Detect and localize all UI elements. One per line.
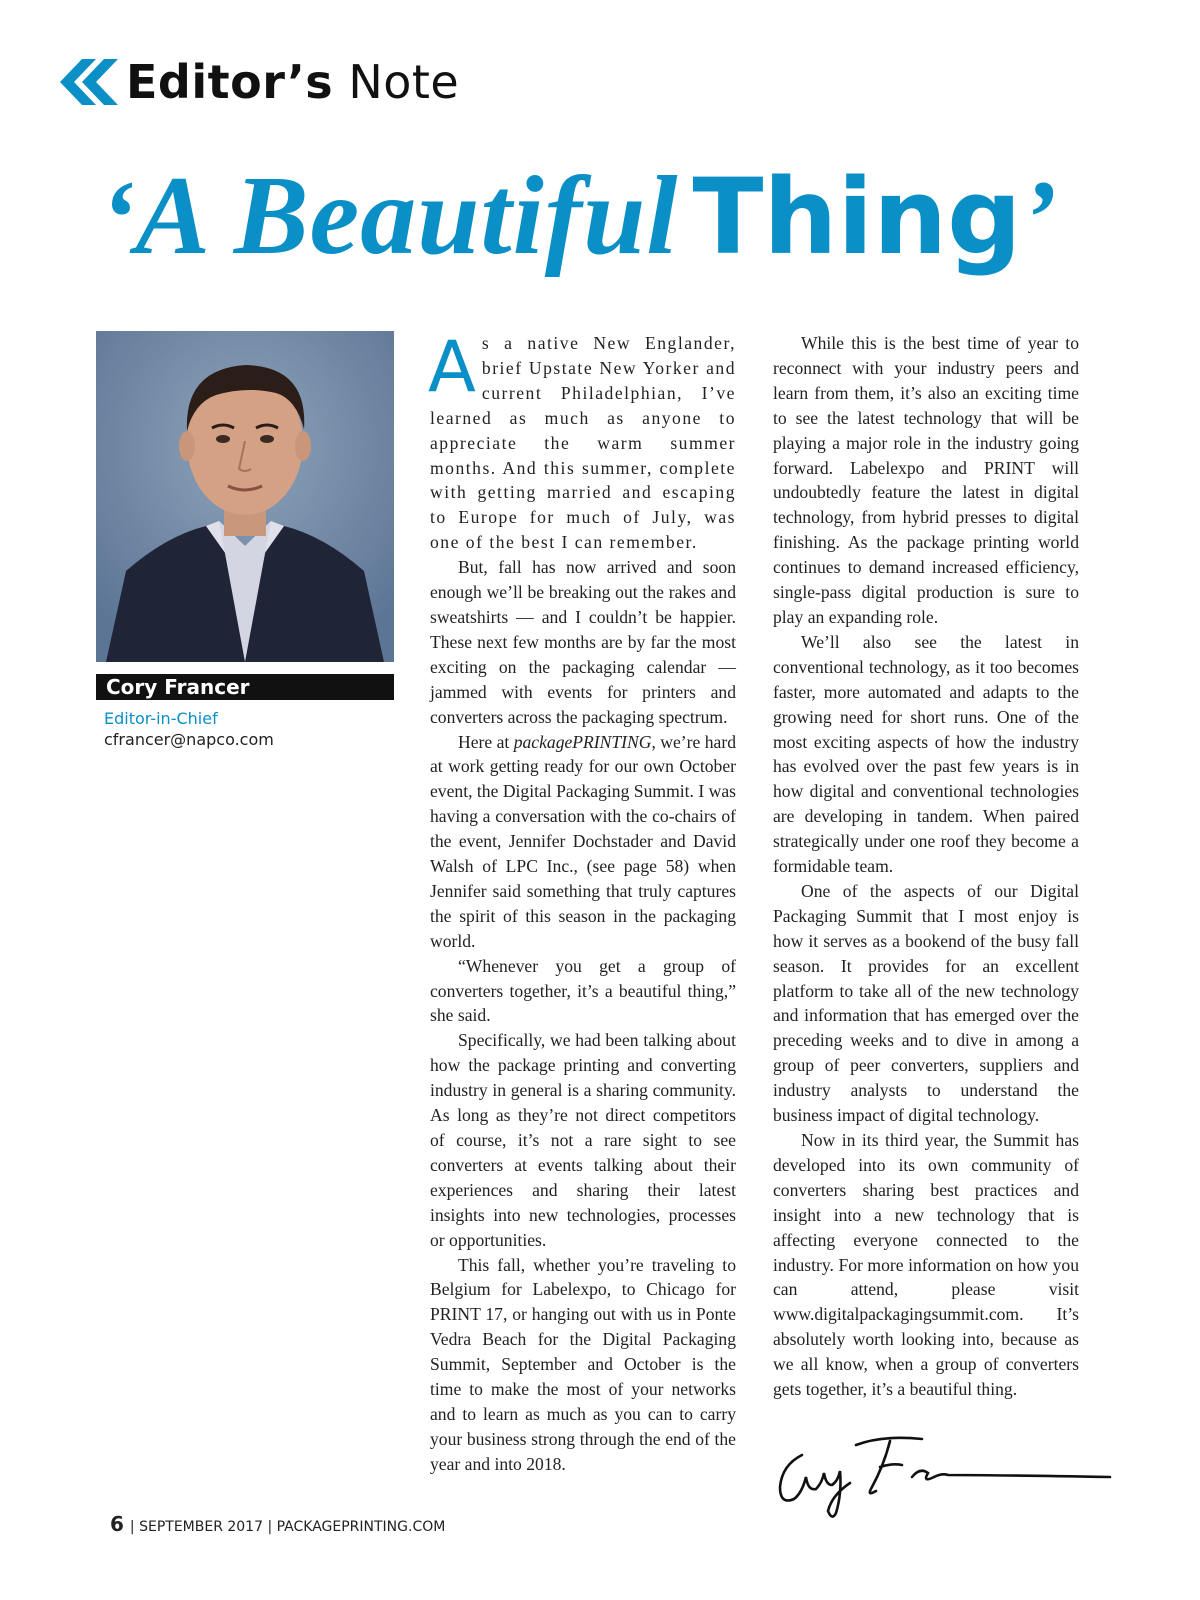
- article-text: , we’re hard at work getting ready for our own October event, the Digital Packaging Summit. I was having a conversation with the co-chairs of the event, Jennifer Dochstader and David Walsh of LPC Inc., (see page 58) when Jennifer said something that truly captures the spirit of this season in the packaging world.: [430, 731, 736, 951]
- headline-open-quote: ‘: [100, 159, 136, 276]
- article-paragraph: We’ll also see the latest in conventional technology, as it too becomes faster, more automated and adapts to the growing need for short runs. One of the most exciting aspects of how the industry has evolved over the past few years is in how digital and conventional technologies are developing in tandem. When paired strategically under one roof they become a formidable team.: [773, 631, 1079, 877]
- publication-name: packagePRINTING: [513, 731, 652, 752]
- headline-close-quote: ’: [1021, 159, 1057, 276]
- headline: [100, 152, 1180, 292]
- headline-italic-part: A Beautiful: [135, 154, 679, 278]
- section-title-bold: Editor’s: [126, 55, 334, 109]
- article-paragraph: “Whenever you get a group of converters together, it’s a beautiful thing,” she said.: [430, 955, 736, 1026]
- section-header: [56, 52, 459, 112]
- author-photo: [96, 331, 394, 662]
- author-name: Cory Francer: [96, 674, 394, 700]
- drop-cap: A: [428, 326, 476, 408]
- article-paragraph: [428, 326, 736, 555]
- author-role: Editor-in-Chief: [104, 709, 218, 728]
- article-paragraph: Specifically, we had been talking about how the package printing and converting industry in general is a sharing community. As long as they’re not direct competitors of course, it’s not a rare sight to see converters at events talking about their experiences and sharing their latest insights into new technologies, processes or opportunities.: [430, 1030, 736, 1250]
- article-column-2: [773, 331, 1079, 1402]
- article-paragraph: While this is the best time of year to reconnect with your industry peers and learn from them, it’s also an exciting time to see the latest technology that will be playing a major role in the industry going forward. Labelexpo and PRINT will undoubtedly feature the latest in digital technology, from hybrid presses to digital finishing. As the package printing world continues to demand increased efficiency, single-pass digital production is sure to play an expanding role.: [773, 333, 1079, 627]
- article-paragraph: Now in its third year, the Summit has developed into its own community of converters sharing best practices and insight into a new technology that is affecting everyone connected to the industry. For more information on how you can attend, please visit www.digitalpackagingsummit.com. It’s absolutely worth looking into, because as we all know, when a group of converters gets together, it’s a beautiful thing.: [773, 1130, 1079, 1400]
- author-portrait-illustration: [96, 331, 394, 662]
- author-email: cfrancer@napco.com: [104, 730, 274, 749]
- section-title: [126, 55, 459, 109]
- section-title-light: Note: [348, 55, 460, 109]
- article-column-1: [428, 326, 736, 1477]
- page-number: 6: [110, 1512, 124, 1536]
- signature: [772, 1425, 1117, 1525]
- article-paragraph: [430, 730, 736, 954]
- article-paragraph: But, fall has now arrived and soon enough we’ll be breaking out the rakes and sweatshirts — and I couldn’t be happier. These next few months are by far the most exciting on the packaging calendar — jammed with events for printers and converters across the packaging spectrum.: [430, 557, 736, 727]
- page-footer: [110, 1512, 445, 1536]
- headline-sans-part: Thing: [692, 156, 1022, 278]
- article-text: Here at: [458, 731, 514, 752]
- footer-text: | SEPTEMBER 2017 | PACKAGEPRINTING.COM: [129, 1519, 446, 1535]
- article-lead-text: s a native New Englander, brief Upstate New Yorker and current Philadelphian, I’ve learned as much as anyone to appreciate the warm summer months. And this summer, complete with getting married and escaping to Europe for much of July, was one of the best I can remember.: [430, 333, 736, 553]
- double-chevron-left-icon: [56, 57, 120, 107]
- article-paragraph: This fall, whether you’re traveling to Belgium for Labelexpo, to Chicago for PRINT 17, or hanging out with us in Ponte Vedra Beach for the Digital Packaging Summit, September and October is the time to make the most of your networks and to learn as much as you can to carry your business strong through the end of the year and into 2018.: [430, 1254, 736, 1474]
- article-paragraph: One of the aspects of our Digital Packaging Summit that I most enjoy is how it serves as a bookend of the busy fall season. It provides for an excellent platform to take all of the new technology and information that has emerged over the preceding weeks and to dive in among a group of peer converters, suppliers and industry analysts to understand the business impact of digital technology.: [773, 880, 1079, 1126]
